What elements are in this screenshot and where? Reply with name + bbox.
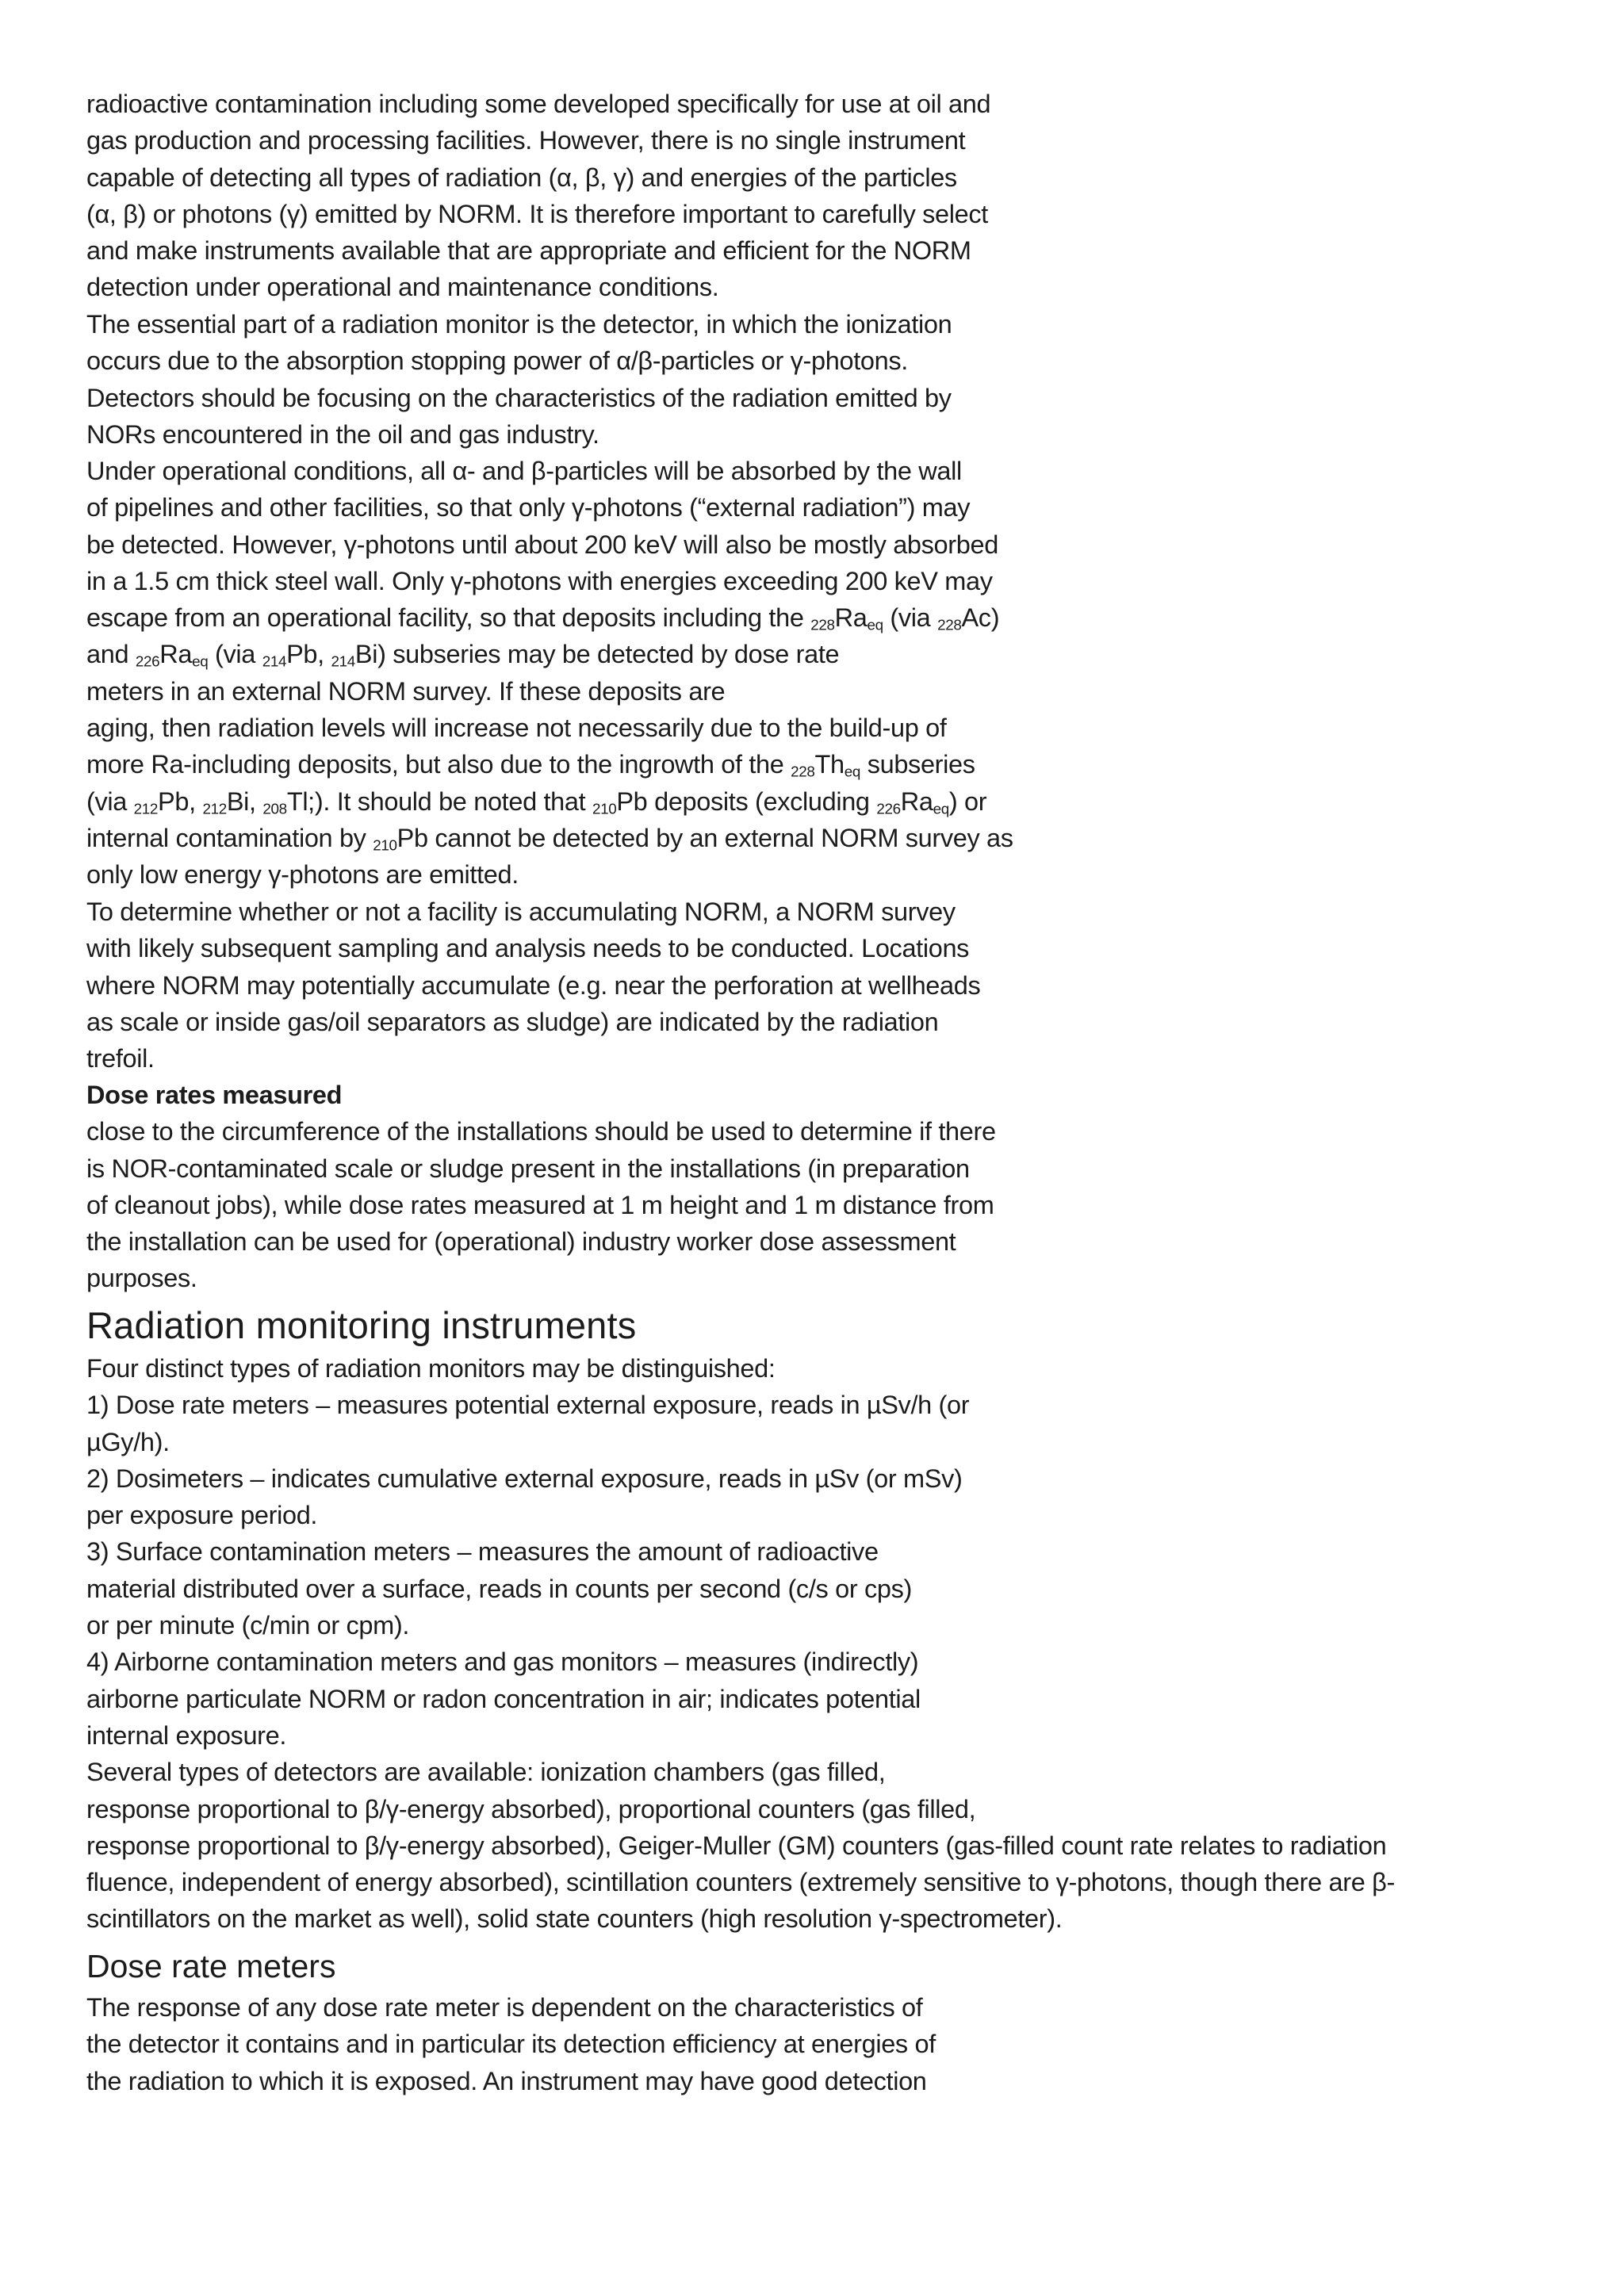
text-line: where NORM may potentially accumulate (e.g. near the perforation at wellheads (86, 970, 981, 1000)
text-line: To determine whether or not a facility is accumulating NORM, a NORM survey (86, 897, 956, 926)
text-line: radioactive contamination including some developed specifically for use at oil and (86, 90, 991, 118)
section-heading (86, 1302, 636, 1349)
section-title: Radiation monitoring instruments (86, 1304, 637, 1346)
text-line: Under operational conditions, all α- and β-particles will be absorbed by the wall (86, 457, 962, 485)
text-line: detection under operational and maintenance conditions. (86, 273, 719, 302)
text-line: Several types of detectors are available: ionization chambers (gas filled, (86, 1758, 886, 1787)
text-line: the detector it contains and in particular its detection efficiency at energies of (86, 2030, 936, 2059)
subsection-heading (86, 1944, 335, 1988)
subsection-title: Dose rate meters (86, 1948, 336, 1984)
text-line: in a 1.5 cm thick steel wall. Only γ-photons with energies exceeding 200 keV may (86, 566, 993, 595)
text-line: the radiation to which it is exposed. An instrument may have good detection (86, 2066, 927, 2095)
text-line: internal contamination by $_{210}$Pb cannot be detected by an external NORM survey as (86, 823, 1013, 854)
text-line: escape from an operational facility, so that deposits including the $_{228}Ra_{eq}$ (via $_{228}$Ac) (86, 603, 1000, 633)
text-line: response proportional to β/γ-energy absorbed), Geiger-Muller (GM) counters (gas-filled count rate relates to radiation (86, 1831, 1387, 1860)
paragraph-survey (86, 894, 980, 1077)
text-line: µGy/h). (86, 1427, 170, 1456)
text-line: The response of any dose rate meter is dependent on the characteristics of (86, 1993, 923, 2022)
text-line: meters in an external NORM survey. If these deposits are (86, 676, 726, 706)
text-line: be detected. However, γ-photons until about 200 keV will also be mostly absorbed (86, 530, 998, 559)
list-item: 3) Surface contamination meters – measures the amount of radioactive (86, 1537, 879, 1567)
text-line: Four distinct types of radiation monitors may be distinguished: (86, 1354, 776, 1383)
text-line: occurs due to the absorption stopping power of α/β-particles or γ-photons. (86, 346, 908, 376)
text-line: NORs encountered in the oil and gas industry. (86, 419, 599, 449)
text-line: (α, β) or photons (γ) emitted by NORM. It is therefore important to carefully select (86, 199, 988, 228)
paragraph-dose-rates (86, 1077, 996, 1297)
list-item: 1) Dose rate meters – measures potential external exposure, reads in µSv/h (or (86, 1391, 970, 1420)
text-line: airborne particulate NORM or radon concentration in air; indicates potential (86, 1684, 921, 1713)
text-line: as scale or inside gas/oil separators as sludge) are indicated by the radiation (86, 1007, 939, 1036)
text-line: or per minute (c/min or cpm). (86, 1611, 410, 1640)
text-line: (via $_{212}$Pb, $_{212}$Bi, $_{208}$Tl;). It should be noted that $_{210}$Pb deposits (excluding $_{226}Ra_{eq}$) or (86, 786, 987, 817)
text-line: of pipelines and other facilities, so that only γ-photons (“external radiation”) may (86, 493, 971, 522)
text-line: with likely subsequent sampling and analysis needs to be conducted. Locations (86, 934, 970, 963)
text-line: gas production and processing facilities. However, there is no single instrument (86, 126, 966, 155)
paragraph-dose-meters (86, 1989, 936, 2099)
text-line: trefoil. (86, 1044, 155, 1073)
paragraph-detector (86, 306, 952, 453)
text-line: aging, then radiation levels will increase not necessarily due to the build-up of (86, 714, 947, 743)
list-item: 2) Dosimeters – indicates cumulative external exposure, reads in µSv (or mSv) (86, 1464, 963, 1493)
text-line: response proportional to β/γ-energy absorbed), proportional counters (gas filled, (86, 1794, 976, 1823)
bold-heading: Dose rates measured (86, 1081, 343, 1109)
paragraph-intro (86, 86, 990, 306)
text-line: only low energy γ-photons are emitted. (86, 860, 519, 890)
text-line: capable of detecting all types of radiation (α, β, γ) and energies of the particles (86, 163, 957, 192)
paragraph-types (86, 1350, 1395, 1938)
text-line: and make instruments available that are appropriate and efficient for the NORM (86, 236, 971, 266)
text-line: more Ra-including deposits, but also due to the ingrowth of the $_{228}Th_{eq}$ subseries (86, 750, 975, 781)
text-line: The essential part of a radiation monitor is the detector, in which the ionization (86, 310, 952, 339)
text-line: purposes. (86, 1264, 197, 1293)
text-line: scintillators on the market as well), solid state counters (high resolution γ-spectrometer). (86, 1904, 1063, 1934)
text-line: fluence, independent of energy absorbed), scintillation counters (extremely sensitive to γ-photons, though there are β- (86, 1868, 1395, 1897)
list-item: 4) Airborne contamination meters and gas monitors – measures (indirectly) (86, 1647, 919, 1677)
text-line: internal exposure. (86, 1720, 287, 1750)
text-line: Detectors should be focusing on the characteristics of the radiation emitted by (86, 383, 952, 412)
text-line: is NOR-contaminated scale or sludge present in the installations (in preparation (86, 1154, 970, 1183)
text-line: the installation can be used for (operational) industry worker dose assessment (86, 1227, 956, 1257)
text-line: per exposure period. (86, 1501, 318, 1530)
text-line: of cleanout jobs), while dose rates measured at 1 m height and 1 m distance from (86, 1190, 994, 1219)
text-line: material distributed over a surface, reads in counts per second (c/s or cps) (86, 1574, 912, 1603)
paragraph-operational (86, 453, 1013, 894)
text-line: close to the circumference of the installations should be used to determine if there (86, 1117, 996, 1146)
text-line: and $_{226}Ra_{eq}$ (via $_{214}$Pb, $_{214}$Bi) subseries may be detected by dose rate (86, 640, 840, 671)
